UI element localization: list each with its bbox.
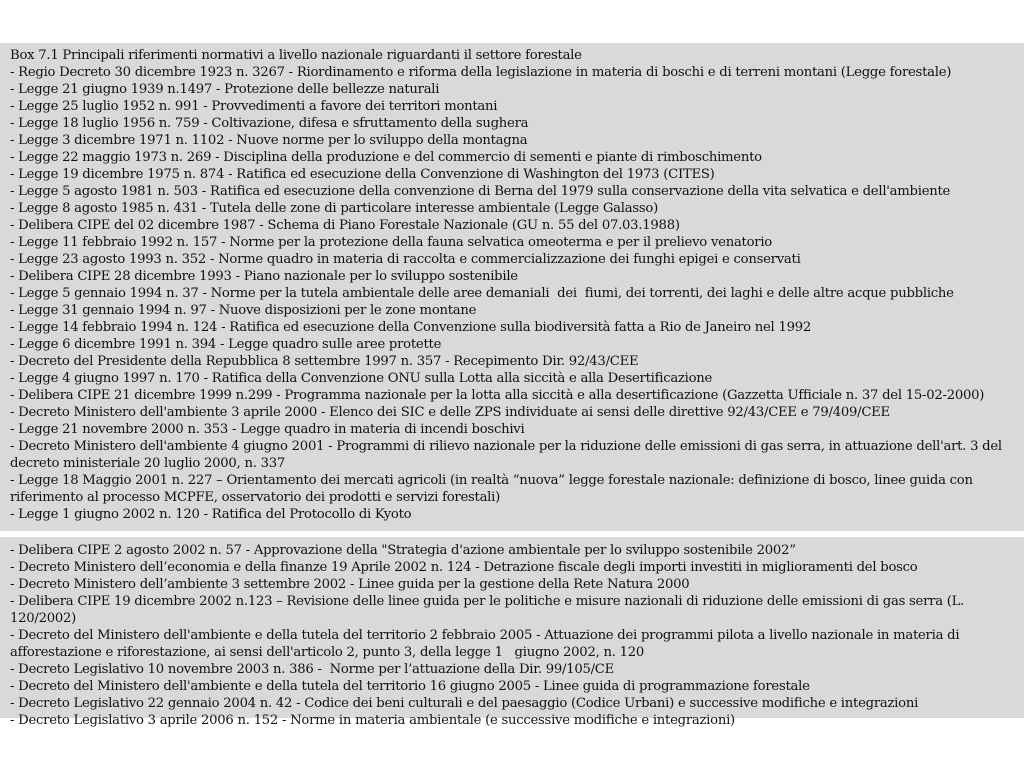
list-item: - Legge 19 dicembre 1975 n. 874 - Ratifica ed esecuzione della Convenzione di Washington del 1973 (CITES) xyxy=(10,167,715,182)
list-item: - Delibera CIPE 19 dicembre 2002 n.123 – Revisione delle linee guida per le politiche e misure nazionali di riduzione delle emissioni di gas serra (L. 120/2002) xyxy=(10,594,969,626)
list-item: - Decreto Ministero dell’economia e della finanze 19 Aprile 2002 n. 124 - Detrazione fiscale degli importi investiti in miglioramenti del bosco xyxy=(10,560,918,575)
list-item: - Decreto Ministero dell'ambiente 4 giugno 2001 - Programmi di rilievo nazionale per la riduzione delle emissioni di gas serra, in attuazione dell'art. 3 del decreto ministeriale 20 luglio 2000, n. 337 xyxy=(10,439,1006,471)
list-item: - Legge 6 dicembre 1991 n. 394 - Legge quadro sulle aree protette xyxy=(10,337,442,352)
list-item: - Legge 18 Maggio 2001 n. 227 – Orientamento dei mercati agricoli (in realtà “nuova” legge forestale nazionale: definizione di bosco, linee guida con riferimento al processo MCPFE, osservatorio dei prodotti e servizi forestali) xyxy=(10,473,977,505)
list-item: - Delibera CIPE 28 dicembre 1993 - Piano nazionale per lo sviluppo sostenibile xyxy=(10,269,518,284)
list-item: - Legge 3 dicembre 1971 n. 1102 - Nuove norme per lo sviluppo della montagna xyxy=(10,133,528,148)
list-item: - Decreto Ministero dell'ambiente 3 aprile 2000 - Elenco dei SIC e delle ZPS individuate ai sensi delle direttive 92/43/CEE e 79/409/CEE xyxy=(10,405,890,420)
list-item: - Legge 25 luglio 1952 n. 991 - Provvedimenti a favore dei territori montani xyxy=(10,99,498,114)
list-item: - Legge 5 gennaio 1994 n. 37 - Norme per la tutela ambientale delle aree demaniali dei fiumi, dei torrenti, dei laghi e delle altre acque pubbliche xyxy=(10,286,954,301)
list-item: - Legge 31 gennaio 1994 n. 97 - Nuove disposizioni per le zone montane xyxy=(10,303,477,318)
list-item: - Legge 4 giugno 1997 n. 170 - Ratifica della Convenzione ONU sulla Lotta alla siccità e alla Desertificazione xyxy=(10,371,713,386)
list-item: - Legge 8 agosto 1985 n. 431 - Tutela delle zone di particolare interesse ambientale (Legge Galasso) xyxy=(10,201,658,216)
list-item: - Legge 11 febbraio 1992 n. 157 - Norme per la protezione della fauna selvatica omeoterma e per il prelievo venatorio xyxy=(10,235,772,250)
list-item: - Delibera CIPE del 02 dicembre 1987 - Schema di Piano Forestale Nazionale (GU n. 55 del 07.03.1988) xyxy=(10,218,680,233)
legislation-box-bottom xyxy=(0,537,1024,728)
list-item: - Decreto Ministero dell’ambiente 3 settembre 2002 - Linee guida per la gestione della Rete Natura 2000 xyxy=(10,577,690,592)
list-item: - Legge 5 agosto 1981 n. 503 - Ratifica ed esecuzione della convenzione di Berna del 1979 sulla conservazione della vita selvatica e dell'ambiente xyxy=(10,184,951,199)
list-item: - Delibera CIPE 21 dicembre 1999 n.299 - Programma nazionale per la lotta alla siccità e alla desertificazione (Gazzetta Ufficiale n. 37 del 15-02-2000) xyxy=(10,388,985,403)
list-item: - Decreto del Ministero dell'ambiente e della tutela del territorio 2 febbraio 2005 - Attuazione dei programmi pilota a livello nazionale in materia di afforestazione e riforestazione, ai sensi dell'articolo 2, punto 3, della legge 1 giugno 2002, n. 120 xyxy=(10,628,964,660)
list-item: - Legge 23 agosto 1993 n. 352 - Norme quadro in materia di raccolta e commercializzazione dei funghi epigei e conservati xyxy=(10,252,801,267)
list-item: - Legge 22 maggio 1973 n. 269 - Disciplina della produzione e del commercio di sementi e piante di rimboschimento xyxy=(10,150,762,165)
list-item: - Regio Decreto 30 dicembre 1923 n. 3267 - Riordinamento e riforma della legislazione in materia di boschi e di terreni montani (Legge forestale) xyxy=(10,65,952,80)
list-item: - Decreto Legislativo 22 gennaio 2004 n. 42 - Codice dei beni culturali e del paesaggio (Codice Urbani) e successive modifiche e integrazioni xyxy=(10,696,919,711)
list-item: - Decreto del Presidente della Repubblica 8 settembre 1997 n. 357 - Recepimento Dir. 92/43/CEE xyxy=(10,354,639,369)
list-item: - Legge 21 novembre 2000 n. 353 - Legge quadro in materia di incendi boschivi xyxy=(10,422,525,437)
list-item: - Delibera CIPE 2 agosto 2002 n. 57 - Approvazione della "Strategia d'azione ambientale per lo sviluppo sostenibile 2002” xyxy=(10,543,796,558)
list-item: - Decreto Legislativo 10 novembre 2003 n. 386 - Norme per l’attuazione della Dir. 99/105/CE xyxy=(10,662,615,677)
list-item: - Legge 18 luglio 1956 n. 759 - Coltivazione, difesa e sfruttamento della sughera xyxy=(10,116,529,131)
list-item: - Legge 14 febbraio 1994 n. 124 - Ratifica ed esecuzione della Convenzione sulla biodiversità fatta a Rio de Janeiro nel 1992 xyxy=(10,320,812,335)
list-item: - Legge 21 giugno 1939 n.1497 - Protezione delle bellezze naturali xyxy=(10,82,440,97)
list-item: - Legge 1 giugno 2002 n. 120 - Ratifica del Protocollo di Kyoto xyxy=(10,507,412,522)
legislation-box-top xyxy=(0,43,1024,531)
list-item: - Decreto del Ministero dell'ambiente e della tutela del territorio 16 giugno 2005 - Linee guida di programmazione forestale xyxy=(10,679,810,694)
box-title: Box 7.1 Principali riferimenti normativi a livello nazionale riguardanti il settore forestale xyxy=(10,48,582,63)
list-item: - Decreto Legislativo 3 aprile 2006 n. 152 - Norme in materia ambientale (e successive modifiche e integrazioni) xyxy=(10,713,735,728)
